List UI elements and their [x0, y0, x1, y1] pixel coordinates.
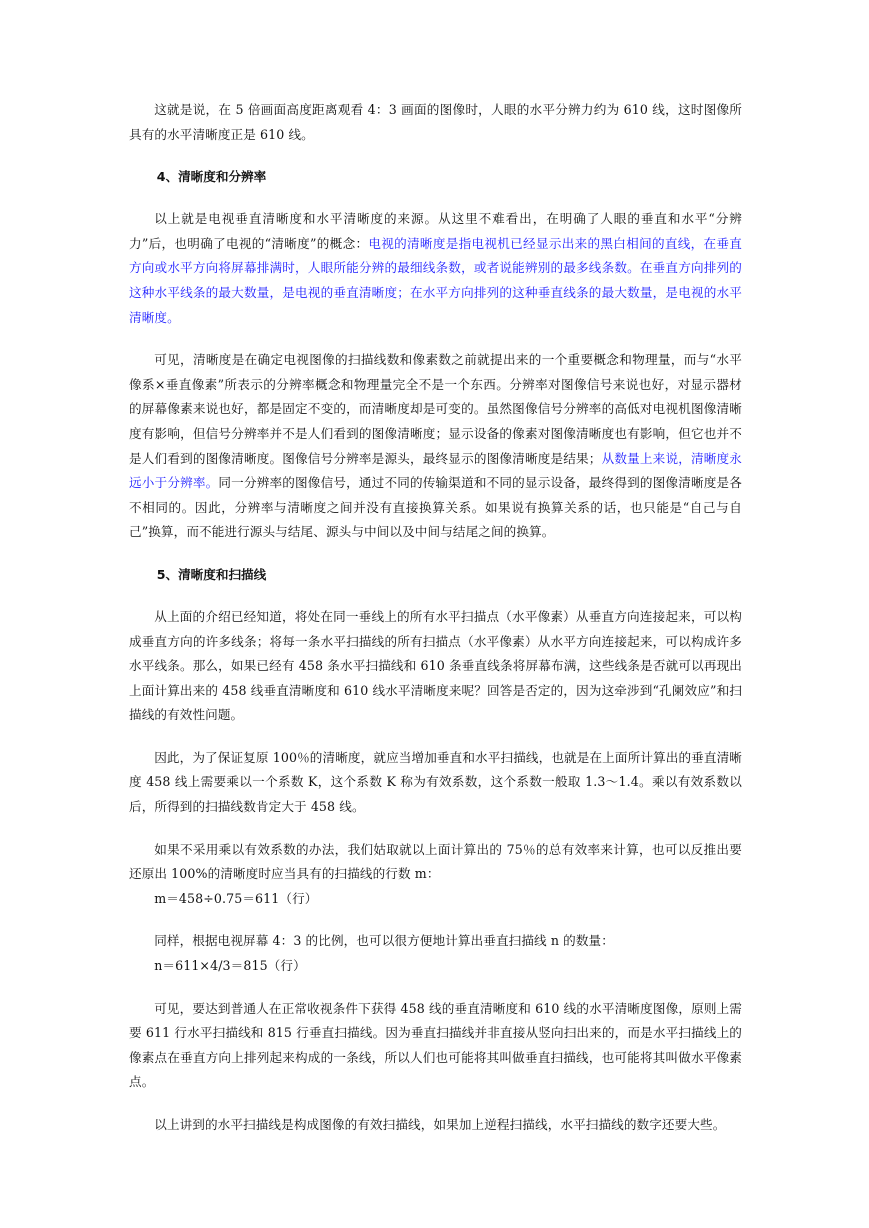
document-page — [129, 98, 742, 1138]
paragraph-vertical-count: 同样，根据电视屏幕 4：3 的比例，也可以很方便地计算出垂直扫描线 n 的数量： — [154, 933, 614, 949]
paragraph-text: 同一分辨率的图像信号，通过不同的传输渠道和不同的显示设备，最终得到的图像清晰度是各不相同的。因此，分辨率与清晰度之间并没有直接换算关系。如果说有换算关系的话，也只能是“自己与自己”换算，而不能进行源头与结尾、源头与中间以及中间与结尾之间的换算。 — [129, 475, 742, 540]
paragraph-scan-lines: 从上面的介绍已经知道，将处在同一垂线上的所有水平扫描点（水平像素）从垂直方向连接起来，可以构成垂直方向的许多线条；将每一条水平扫描线的所有扫描点（水平像素）从水平方向连接起来，可以构成许多水平线条。那么，如果已经有 458 条水平扫描线和 610 条垂直线条将屏幕布满，这些线条是否就可以再现出上面计算出来的 458 线垂直清晰度和 610 线水平清晰度来呢？回答是否定的，因为这牵涉到“孔阑效应”和扫描线的有效性问题。 — [129, 608, 742, 723]
paragraph-final-note: 以上讲到的水平扫描线是构成图像的有效扫描线，如果加上逆程扫描线，水平扫描线的数字还要大些。 — [154, 1117, 726, 1132]
formula-n: n＝611×4/3＝815（行） — [154, 958, 306, 974]
formula-m: m＝458÷0.75＝611（行） — [154, 890, 318, 906]
paragraph-conclusion: 可见，要达到普通人在正常收视条件下获得 458 线的垂直清晰度和 610 线的水平清晰度图像，原则上需要 611 行水平扫描线和 815 行垂直扫描线。因为垂直扫描线并非直接从竖向扫出来的，而是水平扫描线上的像素点在垂直方向上排列起来构成的一条线，所以人们也可能将其叫做垂直扫描线，也可能将其叫做水平像素点。 — [129, 1000, 742, 1090]
paragraph-clarity-definition — [129, 207, 742, 330]
paragraph-resolution-vs-clarity — [129, 348, 742, 545]
paragraph-text: 以上就是电视垂直清晰度和水平清晰度的来源。从这里不难看出，在明确了人眼的垂直和水平“分辨力”后，也明确了电视的“清晰度”的概念： — [129, 211, 742, 251]
paragraph-text: 可见，清晰度是在确定电视图像的扫描线数和像素数之前就提出来的一个重要概念和物理量，而与“水平像系×垂直像素”所表示的分辨率概念和物理量完全不是一个东西。分辨率对图像信号来说也好，对显示器材的屏幕像素来说也好，都是固定不变的，而清晰度却是可变的。虽然图像信号分辨率的高低对电视机图像清晰度有影响，但信号分辨率并不是人们看到的图像清晰度；显示设备的像素对图像清晰度也有影响，但它也并不是人们看到的图像清晰度。图像信号分辨率是源头，最终显示的图像清晰度是结果； — [129, 352, 742, 466]
paragraph-intro: 这就是说，在 5 倍画面高度距离观看 4：3 画面的图像时，人眼的水平分辨力约为 610 线，这时图像所具有的水平清晰度正是 610 线。 — [129, 102, 742, 142]
section-heading-5: 5、清晰度和扫描线 — [156, 566, 267, 582]
section-heading-4: 4、清晰度和分辨率 — [156, 169, 267, 185]
paragraph-reverse-calculation: 如果不采用乘以有效系数的办法，我们姑取就以上面计算出的 75％的总有效率来计算，也可以反推出要还原出 100%的清晰度时应当具有的扫描线的行数 m： — [129, 841, 742, 882]
highlighted-definition: 电视的清晰度是指电视机已经显示出来的黑白相间的直线，在垂直方向或水平方向将屏幕排满时，人眼所能分辨的最细线条数，或者说能辨别的最多线条数。在垂直方向排列的这种水平线条的最大数量，是电视的垂直清晰度；在水平方向排列的这种垂直线条的最大数量，是电视的水平清晰度。 — [129, 235, 742, 325]
highlighted-statement: 从数量上来说，清晰度永远小于分辨率。 — [129, 450, 742, 491]
paragraph-effective-coefficient: 因此，为了保证复原 100％的清晰度，就应当增加垂直和水平扫描线，也就是在上面所计算出的垂直清晰度 458 线上需要乘以一个系数 K，这个系数 K 称为有效系数，这个系数一般取 1.3～1.4。乘以有效系数以后，所得到的扫描线数肯定大于 458 线。 — [129, 749, 742, 815]
